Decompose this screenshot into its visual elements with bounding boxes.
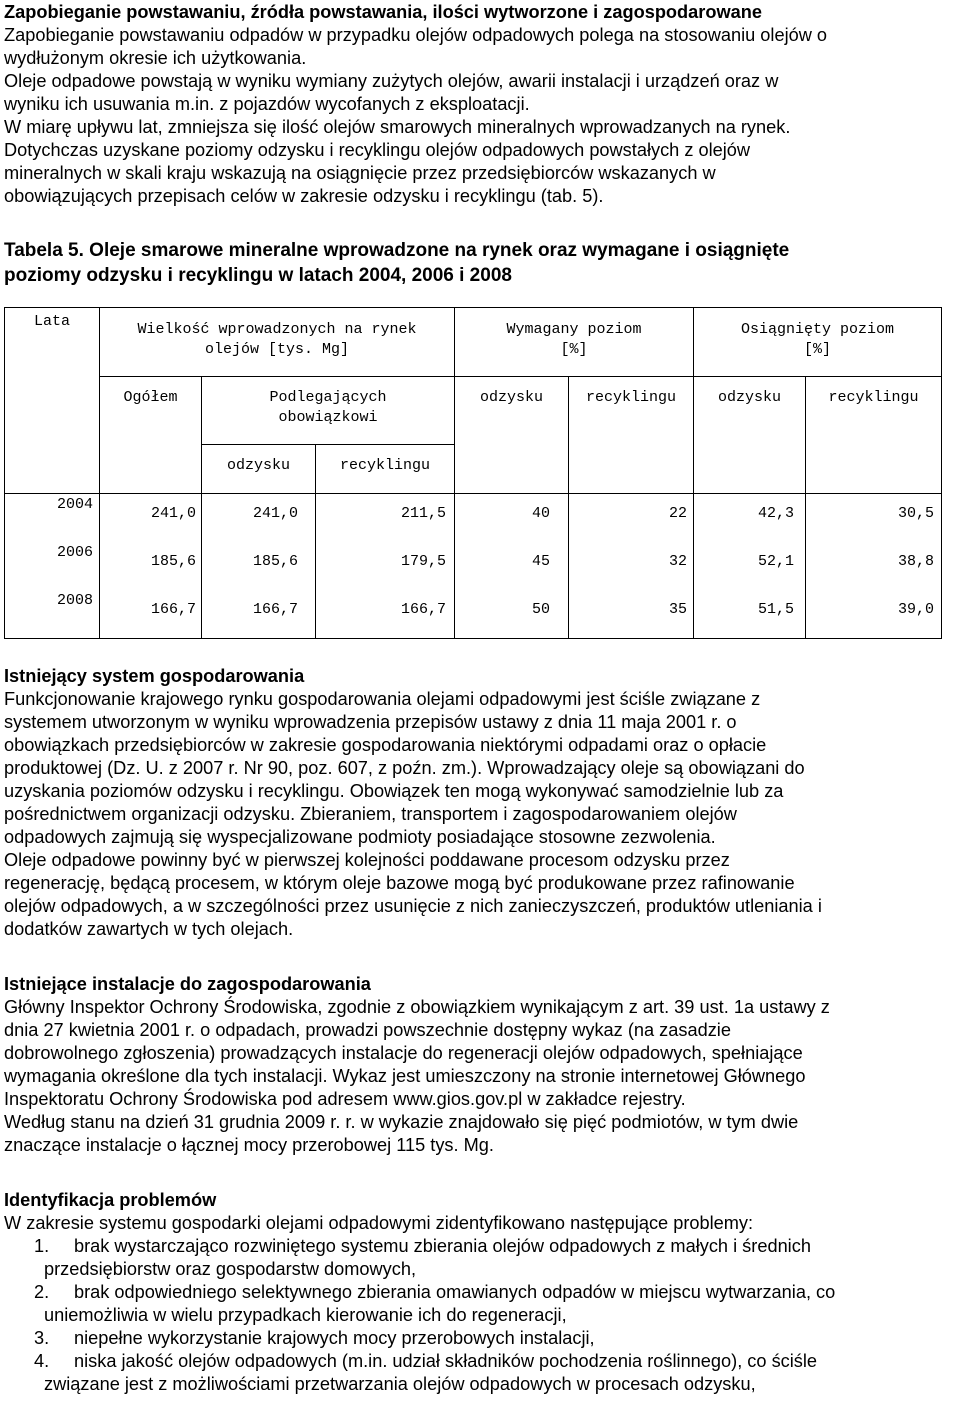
header-wielkosc: Wielkość wprowadzonych na rynek olejów [tys. Mg]: [137, 321, 417, 358]
table-caption-text: Oleje smarowe mineralne wprowadzone na rynek oraz wymagane i osiągnięte: [83, 240, 790, 261]
cell-o-odzysku: 42,3: [757, 505, 794, 522]
cell-w-odzysku: 50: [531, 601, 550, 618]
text-line: obowiązkach przedsiębiorców w zakresie gospodarowania niektórymi odpadami oraz o opłacie: [4, 735, 767, 755]
section-heading: Zapobieganie powstawaniu, źródła powstawania, ilości wytworzone i zagospodarowane: [4, 2, 762, 22]
installations-section: [4, 973, 960, 1157]
text-line: odpadowych zajmują się wyspecjalizowane podmioty posiadające stosowne zezwolenia.: [4, 827, 716, 847]
text-line: dobrowolnego zgłoszenia) prowadzących instalacje do regeneracji olejów odpadowych, spełniające: [4, 1043, 803, 1063]
table-caption-text: poziomy odzysku i recyklingu w latach 2004, 2006 i 2008: [4, 265, 512, 286]
cell-w-recyklingu: 22: [668, 505, 687, 522]
text-line: W zakresie systemu gospodarki olejami odpadowymi zidentyfikowano następujące problemy:: [4, 1213, 754, 1233]
cell-o-recyklingu: 39,0: [897, 601, 934, 618]
cell-w-recyklingu: 35: [668, 601, 687, 618]
cell-o-recyklingu: 38,8: [897, 553, 934, 570]
cell-p-recyklingu: 179,5: [400, 553, 446, 570]
list-number: 3.: [34, 1328, 50, 1348]
section-heading: Identyfikacja problemów: [4, 1190, 217, 1210]
text-line: Funkcjonowanie krajowego rynku gospodarowania olejami odpadowymi jest ściśle związane z: [4, 689, 761, 709]
cell-ogolem: 166,7: [150, 601, 196, 618]
cell-year: 2004: [56, 496, 93, 513]
text-line: W miarę upływu lat, zmniejsza się ilość olejów smarowych mineralnych wprowadzanych na rynek.: [4, 117, 791, 137]
header-lata: Lata: [33, 313, 70, 330]
text-line: mineralnych w skali kraju wskazują na osiągnięcie przez przedsiębiorców wskazanych w: [4, 163, 716, 183]
text-line: obowiązujących przepisach celów w zakresie odzysku i recyklingu (tab. 5).: [4, 186, 604, 206]
cell-o-recyklingu: 30,5: [897, 505, 934, 522]
header-ogolem: Ogółem: [123, 389, 178, 406]
cell-year: 2006: [56, 544, 93, 561]
cell-w-odzysku: 45: [531, 553, 550, 570]
section-heading: Istniejący system gospodarowania: [4, 666, 305, 686]
cell-ogolem: 185,6: [150, 553, 196, 570]
cell-p-odzysku: 166,7: [252, 601, 298, 618]
text-line: produktowej (Dz. U. z 2007 r. Nr 90, poz. 607, z poźn. zm.). Wprowadzający oleje są obowiązani do: [4, 758, 805, 778]
text-line: dnia 27 kwietnia 2001 r. o odpadach, prowadzi powszechnie dostępny wykaz (na zasadzie: [4, 1020, 731, 1040]
list-item: 2. brak odpowiedniego selektywnego zbierania omawianych odpadów w miejscu wytwarzania, co uniemożliwia w wielu przypadkach kierowanie ich do regeneracji,: [4, 1281, 960, 1327]
header-w-odzysku: odzysku: [479, 389, 543, 406]
text-line: systemem utworzonym w wyniku wprowadzenia przepisów ustawy z dnia 11 maja 2001 r. o: [4, 712, 737, 732]
header-sub-recyklingu: recyklingu: [339, 457, 430, 474]
cell-p-recyklingu: 166,7: [400, 601, 446, 618]
text-line: Oleje odpadowe powinny być w pierwszej kolejności poddawane procesom odzysku przez: [4, 850, 730, 870]
cell-ogolem: 241,0: [150, 505, 196, 522]
cell-p-recyklingu: 211,5: [400, 505, 446, 522]
problems-list: [4, 1235, 960, 1396]
problems-section: [4, 1189, 960, 1396]
text-line: Inspektoratu Ochrony Środowiska pod adresem www.gios.gov.pl w zakładce rejestry.: [4, 1089, 686, 1109]
text-line: pośrednictwem organizacji odzysku. Zbieraniem, transportem i zagospodarowaniem olejów: [4, 804, 737, 824]
list-number: 1.: [34, 1236, 50, 1256]
cell-o-odzysku: 52,1: [757, 553, 794, 570]
header-o-odzysku: odzysku: [717, 389, 781, 406]
text-line: znaczące instalacje o łącznej mocy przerobowej 115 tys. Mg.: [4, 1135, 494, 1155]
header-o-recyklingu: recyklingu: [828, 389, 919, 406]
cell-p-odzysku: 185,6: [252, 553, 298, 570]
text-line: wydłużonym okresie ich użytkowania.: [4, 48, 307, 68]
data-table: [4, 307, 942, 639]
header-w-recyklingu: recyklingu: [585, 389, 676, 406]
list-item: 4. niska jakość olejów odpadowych (m.in. udział składników pochodzenia roślinnego), co ściśle związane jest z możliwościami przetwarzania olejów odpadowych w procesach odzysku,: [4, 1350, 960, 1396]
cell-o-odzysku: 51,5: [757, 601, 794, 618]
text-line: Główny Inspektor Ochrony Środowiska, zgodnie z obowiązkiem wynikającym z art. 39 ust. 1a ustawy z: [4, 997, 830, 1017]
text-line: regenerację, będącą procesem, w którym oleje bazowe mogą być produkowane przez rafinowanie: [4, 873, 795, 893]
text-line: olejów odpadowych, a w szczególności przez usunięcie z nich zanieczyszczeń, produktów utleniania i: [4, 896, 822, 916]
text-line: wyniku ich usuwania m.in. z pojazdów wycofanych z eksploatacji.: [4, 94, 530, 114]
text-line: Dotychczas uzyskane poziomy odzysku i recyklingu olejów odpadowych powstałych z olejów: [4, 140, 751, 160]
list-item: 1. brak wystarczająco rozwiniętego systemu zbierania olejów odpadowych z małych i średnich przedsiębiorstw oraz gospodarstw domowych,: [4, 1235, 960, 1281]
text-line: Według stanu na dzień 31 grudnia 2009 r. r. w wykazie znajdowało się pięć podmiotów, w tym dwie: [4, 1112, 799, 1132]
list-number: 4.: [34, 1351, 50, 1371]
header-sub-odzysku: odzysku: [226, 457, 290, 474]
header-podlegajacych: Podlegających obowiązkowi: [269, 389, 387, 426]
header-wymagany: Wymagany poziom [%]: [506, 321, 642, 358]
table-caption-label: Tabela 5.: [4, 240, 84, 261]
list-number: 2.: [34, 1282, 50, 1302]
cell-year: 2008: [56, 592, 93, 609]
text-line: wymagania określone dla tych instalacji. Wykaz jest umieszczony na stronie internetowej Głównego: [4, 1066, 806, 1086]
text-line: dodatków zawartych w tych olejach.: [4, 919, 294, 939]
section-heading: Istniejące instalacje do zagospodarowania: [4, 974, 371, 994]
text-line: Oleje odpadowe powstają w wyniku wymiany zużytych olejów, awarii instalacji i urządzeń oraz w: [4, 71, 779, 91]
cell-w-odzysku: 40: [531, 505, 550, 522]
cell-w-recyklingu: 32: [668, 553, 687, 570]
table-caption: [4, 238, 960, 288]
header-osiagniety: Osiągnięty poziom [%]: [740, 321, 895, 358]
intro-section: [4, 1, 960, 208]
cell-p-odzysku: 241,0: [252, 505, 298, 522]
system-section: [4, 665, 960, 941]
list-item: 3. niepełne wykorzystanie krajowych mocy przerobowych instalacji,: [4, 1327, 960, 1350]
text-line: Zapobieganie powstawaniu odpadów w przypadku olejów odpadowych polega na stosowaniu olejów o: [4, 25, 828, 45]
text-line: uzyskania poziomów odzysku i recyklingu. Obowiązek ten mogą wykonywać samodzielnie lub za: [4, 781, 784, 801]
